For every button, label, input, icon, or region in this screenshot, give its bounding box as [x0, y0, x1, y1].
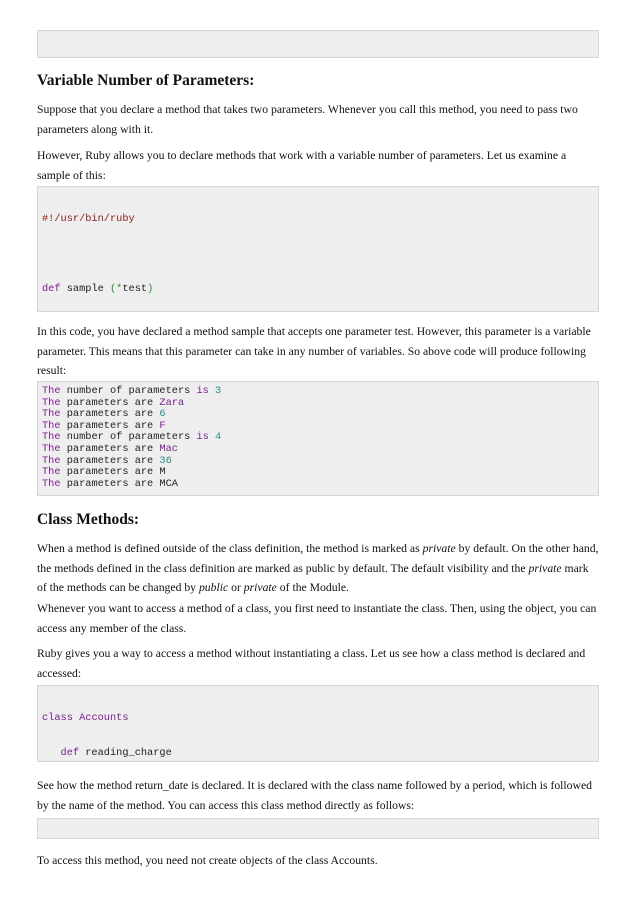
code-token: The — [42, 419, 61, 432]
code-token: parameters are — [60, 419, 160, 432]
text-line: by default. On the other hand, — [455, 542, 599, 555]
paragraph — [37, 539, 599, 598]
text-line: Suppose that you declare a method that takes two parameters. Whenever you call this method, you need to pass two — [37, 103, 578, 116]
code-token: The — [42, 396, 61, 409]
section-heading-variable-parameters: Variable Number of Parameters: — [37, 72, 255, 89]
text-line: In this code, you have declared a method sample that accepts one parameter test. However, this parameter is a variable — [37, 325, 591, 338]
code-token: def — [42, 282, 61, 295]
code-line: #!/usr/bin/ruby — [42, 213, 135, 226]
code-block-call — [37, 818, 599, 839]
code-token: class — [42, 712, 73, 725]
code-line-blank — [42, 249, 594, 261]
text-line: or — [228, 581, 244, 594]
code-token: The — [42, 454, 61, 467]
code-token: The — [42, 442, 61, 455]
code-line — [42, 748, 594, 760]
text-line: To access this method, you need not create objects of the class Accounts. — [37, 854, 378, 867]
code-token: def — [42, 746, 80, 759]
result-line — [42, 479, 594, 491]
code-token: Accounts — [79, 712, 129, 725]
code-token: ) — [147, 282, 154, 295]
code-token: The — [42, 477, 61, 490]
code-token: number of parameters — [60, 431, 197, 444]
text-line: Whenever you want to access a method of a class, you first need to instantiate the class. Then, using the object, you can — [37, 602, 597, 615]
text-line: parameter. This means that this parameter can take in any number of variables. So above code will produce following — [37, 344, 586, 358]
code-token: parameters are — [60, 466, 160, 479]
section-heading-class-methods: Class Methods: — [37, 511, 140, 528]
text-line: result: — [37, 364, 67, 377]
code-token: The — [42, 466, 61, 479]
text-line: However, Ruby allows you to declare methods that work with a variable number of parameters. Let us examine a — [37, 149, 567, 162]
emphasis: public — [198, 581, 229, 594]
text-line: sample of this: — [37, 168, 106, 182]
code-token: parameters are — [60, 442, 160, 455]
code-output-top — [37, 30, 599, 58]
text-line: Ruby gives you a way to access a method without instantiating a class. Let us see how a class method is declared and — [37, 647, 586, 660]
code-token: parameters are — [60, 477, 160, 490]
code-token: 4 — [215, 431, 222, 444]
code-token: parameters are — [60, 454, 160, 467]
code-token: is — [196, 431, 209, 444]
code-token: sample — [60, 282, 110, 295]
code-token: is — [196, 385, 209, 397]
text-line: accessed: — [37, 666, 82, 680]
text-line: of the methods can be changed by — [37, 581, 199, 594]
code-token: 3 — [215, 385, 222, 397]
text-line: When a method is defined outside of the class definition, the method is marked as — [37, 542, 423, 555]
emphasis: private — [422, 542, 456, 555]
code-token: The — [42, 431, 61, 444]
code-token: number of parameters — [60, 385, 197, 397]
code-line — [42, 284, 594, 296]
code-token: (* — [109, 282, 123, 295]
paragraph — [37, 644, 599, 683]
code-token: parameters are — [60, 408, 160, 421]
code-token: MCA — [159, 477, 178, 490]
code-token: parameters are — [60, 396, 160, 409]
code-token: 6 — [159, 408, 166, 421]
paragraph — [37, 146, 599, 185]
code-token: Mac — [159, 442, 178, 455]
code-token: reading_charge — [79, 746, 172, 759]
paragraph — [37, 776, 599, 815]
code-block-class — [37, 685, 599, 762]
emphasis: private — [243, 581, 277, 594]
paragraph — [37, 322, 599, 381]
code-token: The — [42, 408, 61, 421]
paragraph — [37, 851, 599, 871]
text-line: by the name of the method. You can access this class method directly as follows: — [37, 798, 415, 812]
code-block-result — [37, 381, 599, 496]
text-line: the methods defined in the class definition are marked as public by default. The default visibility and the — [37, 561, 529, 575]
code-token: test — [122, 282, 148, 295]
text-line: parameters along with it. — [37, 122, 154, 136]
text-line: access any member of the class. — [37, 621, 187, 635]
paragraph — [37, 599, 599, 638]
code-line — [42, 713, 594, 725]
text-line: of the Module. — [276, 581, 349, 594]
code-token: M — [159, 466, 166, 479]
text-line: See how the method return_date is declared. It is declared with the class name followed by a period, which is followed — [37, 779, 592, 792]
code-token: Zara — [159, 396, 185, 409]
code-block-sample — [37, 186, 599, 312]
paragraph — [37, 100, 599, 139]
code-token: The — [42, 385, 61, 397]
code-token: 36 — [159, 454, 172, 467]
code-token: F — [159, 419, 166, 432]
text-line: mark — [561, 561, 589, 575]
emphasis: private — [528, 561, 562, 575]
